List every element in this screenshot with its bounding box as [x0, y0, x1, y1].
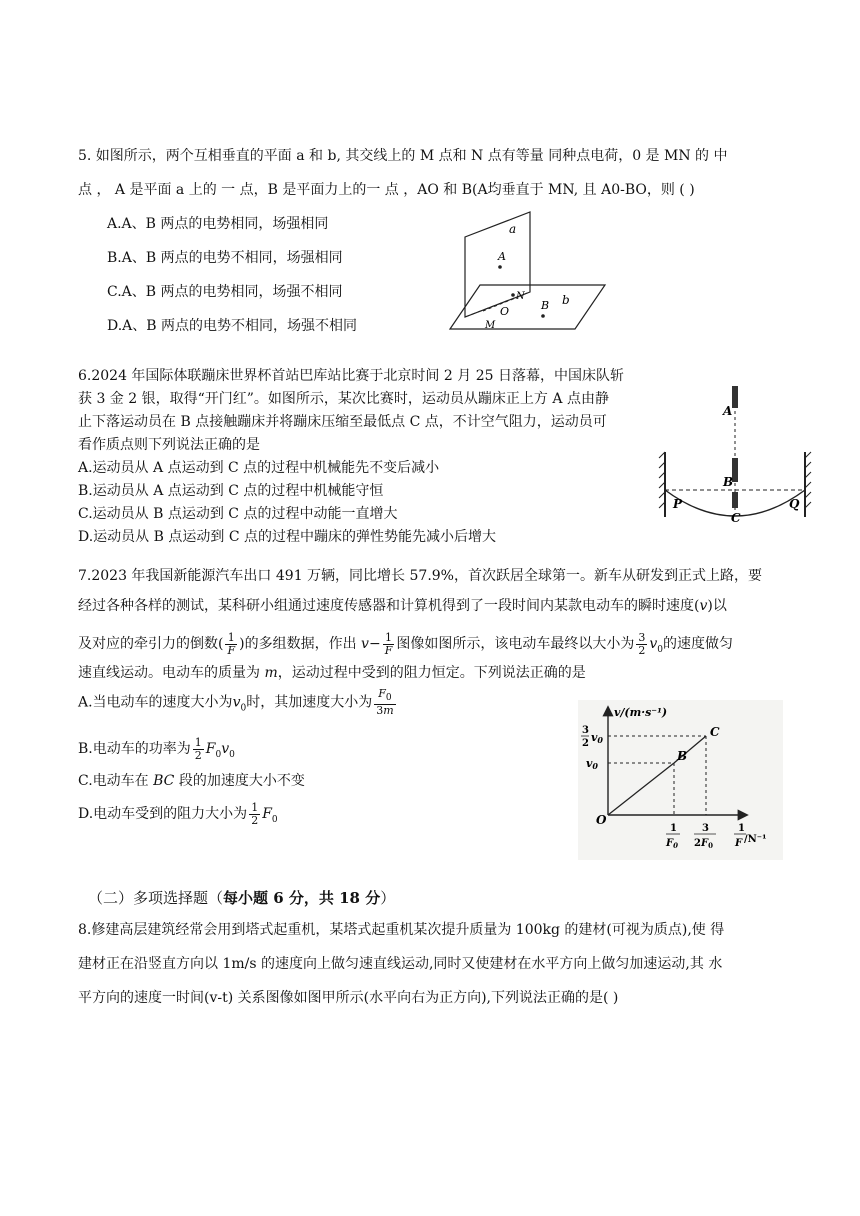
q6-fig-label-P: P	[673, 497, 683, 511]
q6-option-b: B.运动员从 A 点运动到 C 点的过程中机械能守恒	[78, 483, 384, 499]
q7-optC-b: 段的加速度大小不变	[174, 773, 305, 789]
q5-fig-label-B: B	[541, 299, 550, 312]
q7-graph-point-C: C	[710, 725, 720, 739]
q7-optA-a: A.当电动车的速度大小为	[78, 694, 233, 711]
section2-title-c: ）	[380, 889, 396, 907]
svg-text:1: 1	[738, 823, 745, 834]
q7-stem3-d: 的速度做匀	[662, 636, 733, 652]
q6-stem-line2: 获 3 金 2 银，取得“开门红”。如图所示，某次比赛时，运动员从蹦床正上方 A 点由静	[78, 391, 609, 407]
q7-option-d: D.电动车受到的阻力大小为 $\frac{1}{2}$ $F_0$	[78, 800, 278, 827]
svg-text:3: 3	[702, 823, 709, 834]
q7-stem3-a: 及对应的牵引力的倒数(	[78, 636, 224, 652]
q6-stem-line4: 看作质点则下列说法正确的是	[78, 437, 260, 453]
q5-fig-label-N: N	[516, 291, 525, 302]
q7-option-c	[78, 771, 305, 791]
q7-stem-line2	[78, 596, 727, 616]
q5-planes-figure	[445, 207, 610, 337]
q6-trampoline-figure	[655, 382, 820, 522]
q5-option-b: B.A、B 两点的电势不相同，场强相同	[107, 250, 343, 266]
q6-option-a: A.运动员从 A 点运动到 C 点的过程中机械能先不变后减小	[78, 460, 440, 476]
q7-stem4-a: 速直线运动。电动车的质量为	[78, 665, 265, 681]
q7-stem-v: v	[699, 598, 708, 614]
q6-stem-line1: 6.2024 年国际体联蹦床世界杯首站巴库站比赛于北京时间 2 月 25 日落幕，中国床队斩	[78, 368, 624, 384]
q5-stem-line1: 5. 如图所示，两个互相垂直的平面 a 和 b, 其交线上的 M 点和 N 点有等量 同种点电荷，0 是 MN 的 中	[78, 148, 728, 164]
q7-option-a: A.当电动车的速度大小为$v_0$时，其加速度大小为 $\frac{F_0}{3m}$	[78, 687, 394, 718]
q7-frac-3-over-2: $\frac{3}{2}$	[638, 630, 646, 657]
q7-stem4-m: m	[264, 665, 278, 681]
q6-option-c: C.运动员从 B 点运动到 C 点的过程中动能一直增大	[78, 506, 398, 522]
q5-stem-line2: 点 ， A 是平面 a 上的 一 点，B 是平面力上的一 点 ，AO 和 B(A均垂直于 MN, 且 A0-BO，则 ( )	[78, 182, 695, 198]
q8-stem-line2: 建材正在沿竖直方向以 1m/s 的速度向上做匀速直线运动,同时又使建材在水平方向上做匀加速运动,其 水	[78, 956, 723, 972]
q6-fig-label-A: A	[723, 404, 733, 418]
q7-frac-1-over-2-d: $\frac{1}{2}$	[251, 800, 259, 827]
q7-stem-line1: 7.2023 年我国新能源汽车出口 491 万辆，同比增长 57.9%，首次跃居全球第一。新车从研发到正式上路，要	[78, 568, 762, 584]
section2-title-a: （二）多项选择题（	[88, 889, 224, 907]
q5-option-d: D.A、B 两点的电势不相同，场强不相同	[107, 318, 358, 334]
q6-stem-line3: 止下落运动员在 B 点接触蹦床并将蹦床压缩至最低点 C 点，不计空气阻力，运动员可	[78, 414, 607, 430]
q7-frac-F0-over-3m: $\frac{F_0}{3m}$	[376, 687, 394, 718]
q5-fig-label-a: a	[509, 222, 517, 236]
q7-optA-b: 时，其加速度大小为	[246, 694, 373, 711]
svg-text:2F0: $2F_0$	[694, 838, 713, 850]
q7-frac-1-over-F-2: $\frac{1}{F}$	[384, 630, 393, 657]
svg-text:F0: $F_0$	[666, 838, 678, 850]
q5-option-c: C.A、B 两点的电势相同，场强不相同	[107, 284, 343, 300]
q5-fig-label-O: O	[500, 305, 510, 318]
q8-stem-line1: 8.修建高层建筑经常会用到塔式起重机，某塔式起重机某次提升质量为 100kg 的建材(可视为质点),使 得	[78, 922, 725, 938]
q6-fig-label-C: C	[731, 511, 741, 522]
q5-fig-label-b: b	[562, 293, 570, 307]
svg-text:v0: v0	[591, 731, 603, 745]
svg-text:2: 2	[582, 738, 589, 749]
q5-fig-label-A: A	[498, 250, 506, 263]
q7-frac-1-over-2: $\frac{1}{2}$	[194, 735, 202, 762]
q7-graph-xlabel: /N⁻¹	[744, 834, 767, 845]
q8-stem-line3: 平方向的速度一时间(v-t) 关系图像如图甲所示(水平向右为正方向),下列说法正确的是( )	[78, 990, 619, 1006]
q6-option-d: D.运动员从 B 点运动到 C 点的过程中蹦床的弹性势能先减小后增大	[78, 529, 496, 545]
q5-option-a: A.A、B 两点的电势相同，场强相同	[107, 216, 329, 232]
q7-v-graph	[578, 700, 783, 860]
section2-title	[88, 888, 395, 908]
q7-stem3-c: 图像如图所示，该电动车最终以大小为	[396, 636, 635, 652]
q7-stem-line3: 及对应的牵引力的倒数( $\frac{1}{F}$ )的多组数据，作出 v− $\frac{1}{F}$ 图像如图所示，该电动车最终以大小为 $\frac{3}{2}$ $v_0$的速度做匀	[78, 630, 733, 657]
q7-stem3-b: )的多组数据，作出	[239, 636, 357, 652]
svg-text:3: 3	[582, 725, 589, 736]
q7-option-b: B.电动车的功率为 $\frac{1}{2}$ $F_0v_0$	[78, 735, 235, 762]
q7-graph-origin: O	[596, 813, 607, 827]
q7-optC-bc: BC	[153, 773, 175, 789]
q7-graph-point-B: B	[677, 749, 688, 763]
q7-stem4-b: ，运动过程中受到的阻力恒定。下列说法正确的是	[277, 665, 586, 681]
q6-fig-label-Q: Q	[789, 497, 800, 511]
q7-graph-ylabel: v/(m·s⁻¹)	[614, 706, 668, 719]
svg-text:F: F	[735, 838, 743, 849]
q5-fig-label-M: M	[485, 320, 496, 331]
q6-fig-label-B: B	[723, 475, 734, 489]
q7-optD-text: D.电动车受到的阻力大小为	[78, 806, 248, 822]
q7-optB-text: B.电动车的功率为	[78, 741, 191, 757]
q7-stem-line4	[78, 663, 586, 683]
q7-stem-line2-end: )以	[707, 598, 727, 614]
q7-stem-line2-text: 经过各种各样的测试，某科研小组通过速度传感器和计算机得到了一段时间内某款电动车的瞬时速度(	[78, 598, 700, 614]
q7-optC-a: C.电动车在	[78, 773, 154, 789]
svg-text:v0: v0	[586, 757, 598, 771]
q7-frac-1-over-F: $\frac{1}{F}$	[227, 630, 236, 657]
svg-text:1: 1	[670, 823, 677, 834]
section2-title-b: 每小题 6 分，共 18 分	[223, 889, 381, 907]
